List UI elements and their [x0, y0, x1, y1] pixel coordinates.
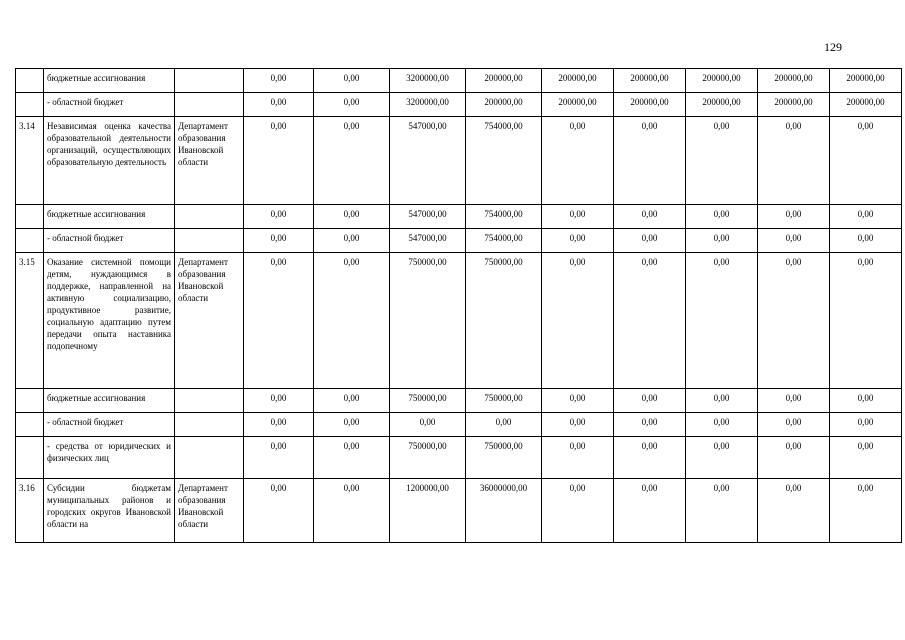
value-cell: 0,00: [390, 413, 466, 437]
row-name: бюджетные ассигнования: [44, 389, 175, 413]
value-cell: 0,00: [686, 437, 758, 479]
row-number: [16, 229, 44, 253]
value-cell: 3200000,00: [390, 69, 466, 93]
value-cell: 0,00: [758, 253, 830, 389]
value-cell: 0,00: [758, 229, 830, 253]
table-row: [16, 479, 902, 543]
value-cell: 0,00: [830, 117, 902, 205]
value-cell: 200000,00: [466, 69, 542, 93]
value-cell: 0,00: [244, 93, 314, 117]
value-cell: 0,00: [830, 253, 902, 389]
row-number: 3.15: [16, 253, 44, 389]
value-cell: 0,00: [466, 413, 542, 437]
row-executor: [175, 389, 244, 413]
value-cell: 3200000,00: [390, 93, 466, 117]
row-name: Оказание системной помощи детям, нуждающимся в поддержке, направленной на активную социализацию, продуктивное развитие, социальную адаптацию путем передачи опыта наставника подопечному: [44, 253, 175, 389]
value-cell: 0,00: [614, 229, 686, 253]
value-cell: 0,00: [614, 389, 686, 413]
table-row: [16, 437, 902, 479]
value-cell: 0,00: [758, 205, 830, 229]
value-cell: 200000,00: [614, 93, 686, 117]
value-cell: 0,00: [314, 93, 390, 117]
table-row: [16, 69, 902, 93]
value-cell: 0,00: [830, 205, 902, 229]
value-cell: 750000,00: [390, 253, 466, 389]
value-cell: 0,00: [542, 437, 614, 479]
value-cell: 0,00: [758, 389, 830, 413]
value-cell: 0,00: [542, 479, 614, 543]
row-name: - областной бюджет: [44, 229, 175, 253]
row-executor: [175, 93, 244, 117]
value-cell: 750000,00: [466, 437, 542, 479]
value-cell: 200000,00: [686, 69, 758, 93]
value-cell: 200000,00: [686, 93, 758, 117]
value-cell: 0,00: [830, 389, 902, 413]
value-cell: 200000,00: [758, 93, 830, 117]
value-cell: 0,00: [686, 413, 758, 437]
table-row: [16, 389, 902, 413]
value-cell: 0,00: [244, 69, 314, 93]
value-cell: 0,00: [542, 205, 614, 229]
row-executor: Департамент образования Ивановской области: [175, 117, 244, 205]
value-cell: 0,00: [686, 229, 758, 253]
value-cell: 0,00: [686, 253, 758, 389]
value-cell: 0,00: [686, 479, 758, 543]
value-cell: 0,00: [244, 437, 314, 479]
value-cell: 0,00: [758, 117, 830, 205]
value-cell: 0,00: [542, 229, 614, 253]
value-cell: 0,00: [314, 205, 390, 229]
value-cell: 200000,00: [830, 93, 902, 117]
row-number: [16, 93, 44, 117]
row-number: [16, 205, 44, 229]
row-number: [16, 69, 44, 93]
value-cell: 0,00: [542, 117, 614, 205]
row-executor: [175, 437, 244, 479]
table-row: [16, 93, 902, 117]
value-cell: 0,00: [686, 117, 758, 205]
value-cell: 0,00: [614, 479, 686, 543]
value-cell: 200000,00: [542, 93, 614, 117]
value-cell: 0,00: [244, 117, 314, 205]
value-cell: 0,00: [686, 205, 758, 229]
row-number: [16, 389, 44, 413]
value-cell: 0,00: [244, 479, 314, 543]
value-cell: 0,00: [244, 389, 314, 413]
row-name: бюджетные ассигнования: [44, 205, 175, 229]
table-row: [16, 205, 902, 229]
value-cell: 0,00: [314, 229, 390, 253]
value-cell: 547000,00: [390, 205, 466, 229]
value-cell: 0,00: [614, 437, 686, 479]
table-row: [16, 253, 902, 389]
value-cell: 750000,00: [466, 253, 542, 389]
row-name: бюджетные ассигнования: [44, 69, 175, 93]
row-number: [16, 437, 44, 479]
value-cell: 200000,00: [614, 69, 686, 93]
value-cell: 0,00: [614, 117, 686, 205]
value-cell: 0,00: [614, 253, 686, 389]
value-cell: 0,00: [830, 229, 902, 253]
value-cell: 0,00: [830, 437, 902, 479]
value-cell: 0,00: [244, 205, 314, 229]
page-number: 129: [824, 40, 842, 54]
value-cell: 0,00: [686, 389, 758, 413]
value-cell: 0,00: [314, 253, 390, 389]
value-cell: 36000000,00: [466, 479, 542, 543]
row-name: Субсидии бюджетам муниципальных районов и городских округов Ивановской области на: [44, 479, 175, 543]
row-executor: [175, 229, 244, 253]
value-cell: 200000,00: [466, 93, 542, 117]
row-name: - средства от юридических и физических лиц: [44, 437, 175, 479]
row-executor: [175, 69, 244, 93]
row-executor: [175, 205, 244, 229]
value-cell: 0,00: [314, 413, 390, 437]
value-cell: 0,00: [244, 253, 314, 389]
value-cell: 547000,00: [390, 117, 466, 205]
row-executor: Департамент образования Ивановской области: [175, 253, 244, 389]
value-cell: 547000,00: [390, 229, 466, 253]
value-cell: 0,00: [542, 389, 614, 413]
value-cell: 0,00: [314, 389, 390, 413]
value-cell: 0,00: [542, 253, 614, 389]
value-cell: 0,00: [758, 479, 830, 543]
value-cell: 0,00: [758, 437, 830, 479]
row-number: [16, 413, 44, 437]
value-cell: 0,00: [830, 413, 902, 437]
value-cell: 0,00: [314, 117, 390, 205]
value-cell: 0,00: [614, 413, 686, 437]
value-cell: 0,00: [314, 437, 390, 479]
value-cell: 754000,00: [466, 117, 542, 205]
value-cell: 0,00: [758, 413, 830, 437]
row-number: 3.16: [16, 479, 44, 543]
table-row: [16, 229, 902, 253]
value-cell: 0,00: [830, 479, 902, 543]
value-cell: 750000,00: [466, 389, 542, 413]
value-cell: 0,00: [314, 69, 390, 93]
value-cell: 0,00: [244, 413, 314, 437]
row-number: 3.14: [16, 117, 44, 205]
value-cell: 750000,00: [390, 389, 466, 413]
value-cell: 750000,00: [390, 437, 466, 479]
value-cell: 0,00: [542, 413, 614, 437]
table-row: [16, 117, 902, 205]
row-executor: Департамент образования Ивановской области: [175, 479, 244, 543]
value-cell: 200000,00: [758, 69, 830, 93]
value-cell: 200000,00: [542, 69, 614, 93]
value-cell: 0,00: [314, 479, 390, 543]
row-name: - областной бюджет: [44, 93, 175, 117]
value-cell: 754000,00: [466, 205, 542, 229]
value-cell: 754000,00: [466, 229, 542, 253]
budget-table: [15, 68, 902, 543]
value-cell: 1200000,00: [390, 479, 466, 543]
table-row: [16, 413, 902, 437]
row-name: - областной бюджет: [44, 413, 175, 437]
value-cell: 200000,00: [830, 69, 902, 93]
row-executor: [175, 413, 244, 437]
row-name: Независимая оценка качества образовательной деятельности организаций, осуществляющих образовательную деятельность: [44, 117, 175, 205]
value-cell: 0,00: [244, 229, 314, 253]
value-cell: 0,00: [614, 205, 686, 229]
